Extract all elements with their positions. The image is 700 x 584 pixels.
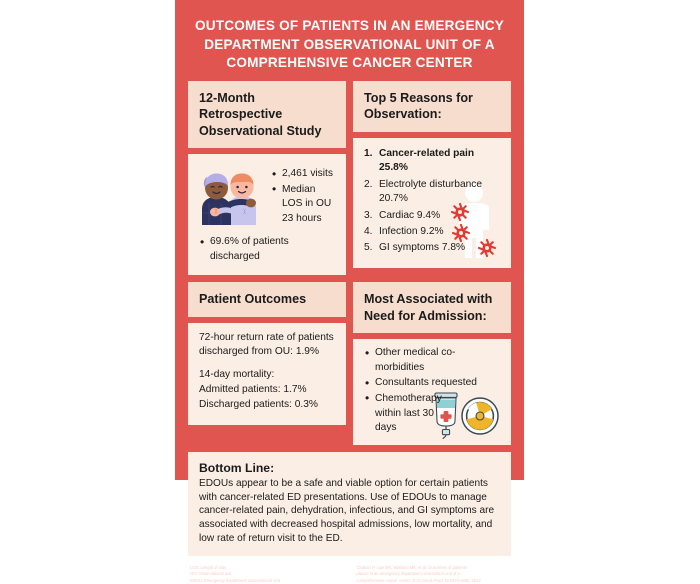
list-item: • Consultants requested bbox=[364, 376, 500, 391]
bottom-line-heading: Bottom Line: bbox=[199, 460, 275, 475]
list-number: 3. bbox=[364, 209, 373, 221]
citation-line: Chaftari P, Lipe DN, Wattana MK, et al: Outcomes of patients bbox=[356, 564, 467, 570]
right-column bbox=[353, 81, 511, 268]
list-item: • 2,461 visits bbox=[271, 167, 335, 182]
list-number: 1. bbox=[364, 147, 373, 159]
left-column bbox=[188, 81, 346, 276]
outcomes-card-header bbox=[188, 282, 346, 317]
discharged-list bbox=[199, 235, 335, 264]
page-title: OUTCOMES OF PATIENTS IN AN EMERGENCY DEPARTMENT OBSERVATIONAL UNIT OF A COMPREHENSIVE CANCER CENTER bbox=[194, 18, 505, 70]
citation-line: placed in an emergency department observation unit of a bbox=[356, 571, 460, 577]
admission-content bbox=[364, 346, 500, 436]
list-item: • 69.6% of patients discharged bbox=[199, 235, 335, 264]
abbreviation-line: EDOU: Emergency department observational unit bbox=[190, 577, 280, 583]
abbreviations-block bbox=[190, 565, 343, 584]
cards-row-top bbox=[188, 81, 511, 276]
study-stats-list bbox=[271, 167, 335, 227]
admission-card-body bbox=[353, 339, 511, 445]
two-patients-embracing-illustration bbox=[199, 163, 265, 229]
list-item bbox=[364, 178, 500, 208]
citation-line: comprehensive cancer center. JCO Oncol Pract 18:e574-e585, 2022 bbox=[356, 577, 481, 583]
list-item bbox=[364, 209, 500, 224]
bottom-line-card bbox=[188, 452, 511, 556]
list-item: • Chemotherapy within last 30 days bbox=[364, 392, 457, 436]
list-item bbox=[364, 225, 500, 240]
list-item bbox=[364, 241, 500, 256]
outcomes-line-1: 72-hour return rate of patients bbox=[199, 331, 334, 343]
admission-card-header bbox=[353, 282, 511, 333]
outcomes-card-heading: Patient Outcomes bbox=[199, 292, 307, 307]
outcomes-line-3: 14-day mortality: bbox=[199, 369, 275, 381]
reasons-card-heading: Top 5 Reasons for Observation: bbox=[364, 90, 473, 121]
outcomes-line-2: discharged from OU: 1.9% bbox=[199, 346, 320, 358]
citation-block bbox=[357, 565, 510, 584]
admission-column bbox=[353, 282, 511, 445]
outcomes-column bbox=[188, 282, 346, 424]
outcomes-line-5: Discharged patients: 0.3% bbox=[199, 398, 318, 410]
reasons-content bbox=[364, 147, 500, 257]
outcomes-card-body bbox=[188, 323, 346, 425]
study-card-body bbox=[188, 154, 346, 275]
cards-row-middle bbox=[188, 282, 511, 445]
admission-card-heading: Most Associated with Need for Admission: bbox=[364, 292, 493, 323]
outcomes-line-4: Admitted patients: 1.7% bbox=[199, 384, 307, 396]
reasons-list bbox=[364, 147, 500, 257]
bottom-line-text: EDOUs appear to be a safe and viable option for certain patients with cancer-related ED presentations. Use of EDOUs to manage cancer-related pain, dehydration, infectious, and GI symptoms are associated with decreased hospital admissions, low mortality, and low rate of return visit to the ED. bbox=[199, 477, 495, 544]
study-stats-row bbox=[199, 163, 335, 229]
footer bbox=[188, 565, 511, 584]
list-number: 4. bbox=[364, 225, 373, 237]
study-card-header bbox=[188, 81, 346, 149]
abbreviation-line: OU: Observational unit bbox=[190, 571, 232, 577]
list-number: 2. bbox=[364, 178, 373, 190]
list-item: • Other medical co-morbidities bbox=[364, 346, 500, 375]
spacer bbox=[199, 360, 335, 368]
reasons-card-body bbox=[353, 138, 511, 268]
list-number: 5. bbox=[364, 242, 373, 254]
list-text: Cardiac 9.4% bbox=[379, 209, 441, 221]
list-text: Electrolyte disturbance 20.7% bbox=[379, 178, 483, 205]
list-item bbox=[364, 147, 500, 177]
study-card-heading: 12-Month Retrospective Observational Study bbox=[199, 90, 322, 138]
admission-list bbox=[364, 346, 500, 436]
list-item: • Median LOS in OU 23 hours bbox=[271, 183, 335, 227]
abbreviation-line: LOS: Length of stay bbox=[190, 564, 227, 570]
reasons-card-header bbox=[353, 81, 511, 132]
list-text: Infection 9.2% bbox=[379, 225, 444, 237]
list-text: GI symptoms 7.8% bbox=[379, 242, 466, 254]
list-text: Cancer-related pain 25.8% bbox=[379, 147, 475, 174]
infographic-poster bbox=[175, 0, 524, 583]
